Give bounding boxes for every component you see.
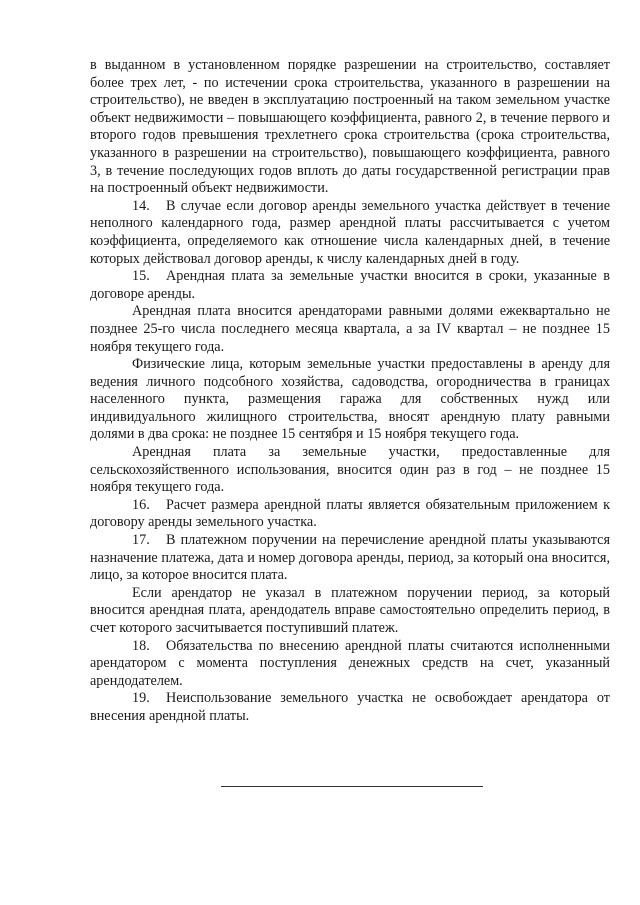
document-body bbox=[90, 57, 610, 726]
paragraph-text: Расчет размера арендной платы является обязательным приложением к договору аренды земельного участка. bbox=[90, 496, 610, 531]
paragraph-19 bbox=[90, 690, 610, 725]
paragraph-18 bbox=[90, 638, 610, 691]
paragraph-15 bbox=[90, 268, 610, 303]
paragraph-continuation bbox=[90, 57, 610, 198]
paragraph-15-payment-schedule bbox=[90, 303, 610, 356]
paragraph-text: Арендная плата за земельные участки, предоставленные для сельскохозяйственного использования, вносится один раз в год – не позднее 15 ноября текущего года. bbox=[90, 444, 610, 496]
paragraph-17 bbox=[90, 532, 610, 585]
paragraph-number: 18. bbox=[132, 637, 150, 654]
paragraph-number: 19. bbox=[132, 690, 150, 707]
paragraph-text: Если арендатор не указал в платежном поручении период, за который вносится арендная плата, арендодатель вправе самостоятельно определить период, в счет которого засчитывается поступивший платеж. bbox=[90, 584, 610, 636]
paragraph-number: 16. bbox=[132, 496, 150, 513]
paragraph-number: 15. bbox=[132, 268, 150, 285]
paragraph-text: Физические лица, которым земельные участки предоставлены в аренду для ведения личного подсобного хозяйства, садоводства, огородничества в границах населенного пункта, размещения гаража для собственных нужд или индивидуального жилищного строительства, вносят арендную плату равными долями в два срока: не позднее 15 сентября и 15 ноября текущего года. bbox=[90, 356, 610, 443]
paragraph-number: 17. bbox=[132, 532, 150, 549]
paragraph-15-individuals bbox=[90, 356, 610, 444]
paragraph-14 bbox=[90, 198, 610, 268]
paragraph-text: В случае если договор аренды земельного участка действует в течение неполного календарного года, размер арендной платы рассчитывается с учетом коэффициента, определяемого как отношение числа календарных дней, в течение которых действовал договор аренды, к числу календарных дней в году. bbox=[90, 197, 610, 267]
paragraph-text: Неиспользование земельного участка не освобождает арендатора от внесения арендной платы. bbox=[90, 690, 610, 724]
paragraph-number: 14. bbox=[132, 197, 150, 214]
paragraph-16 bbox=[90, 497, 610, 532]
paragraph-text: В платежном поручении на перечисление арендной платы указываются назначение платежа, дата и номер договора аренды, период, за который она вносится, лицо, за которое вносится плата. bbox=[90, 532, 610, 584]
end-separator-line bbox=[221, 786, 483, 787]
paragraph-text: в выданном в установленном порядке разрешении на строительство, составляет более трех лет, - по истечении срока строительства, указанного в разрешении на строительство), не введен в эксплуатацию построенный на таком земельном участке объект недвижимости – повышающего коэффициента, равного 2, в течение первого и второго годов превышения трехлетнего срока строительства (срока строительства, указанного в разрешении на строительство), повышающего коэффициента, равного 3, в течение последующих годов вплоть до даты государственной регистрации прав на построенный объект недвижимости. bbox=[90, 57, 610, 197]
paragraph-text: Арендная плата за земельные участки вносится в сроки, указанные в договоре аренды. bbox=[90, 268, 610, 302]
paragraph-text: Арендная плата вносится арендаторами равными долями ежеквартально не позднее 25-го числа последнего месяца квартала, а за IV квартал – не позднее 15 ноября текущего года. bbox=[90, 303, 610, 355]
paragraph-text: Обязательства по внесению арендной платы считаются исполненными арендатором с момента поступления денежных средств на счет, указанный арендодателем. bbox=[90, 637, 610, 689]
paragraph-15-agricultural bbox=[90, 444, 610, 497]
paragraph-17-period bbox=[90, 585, 610, 638]
